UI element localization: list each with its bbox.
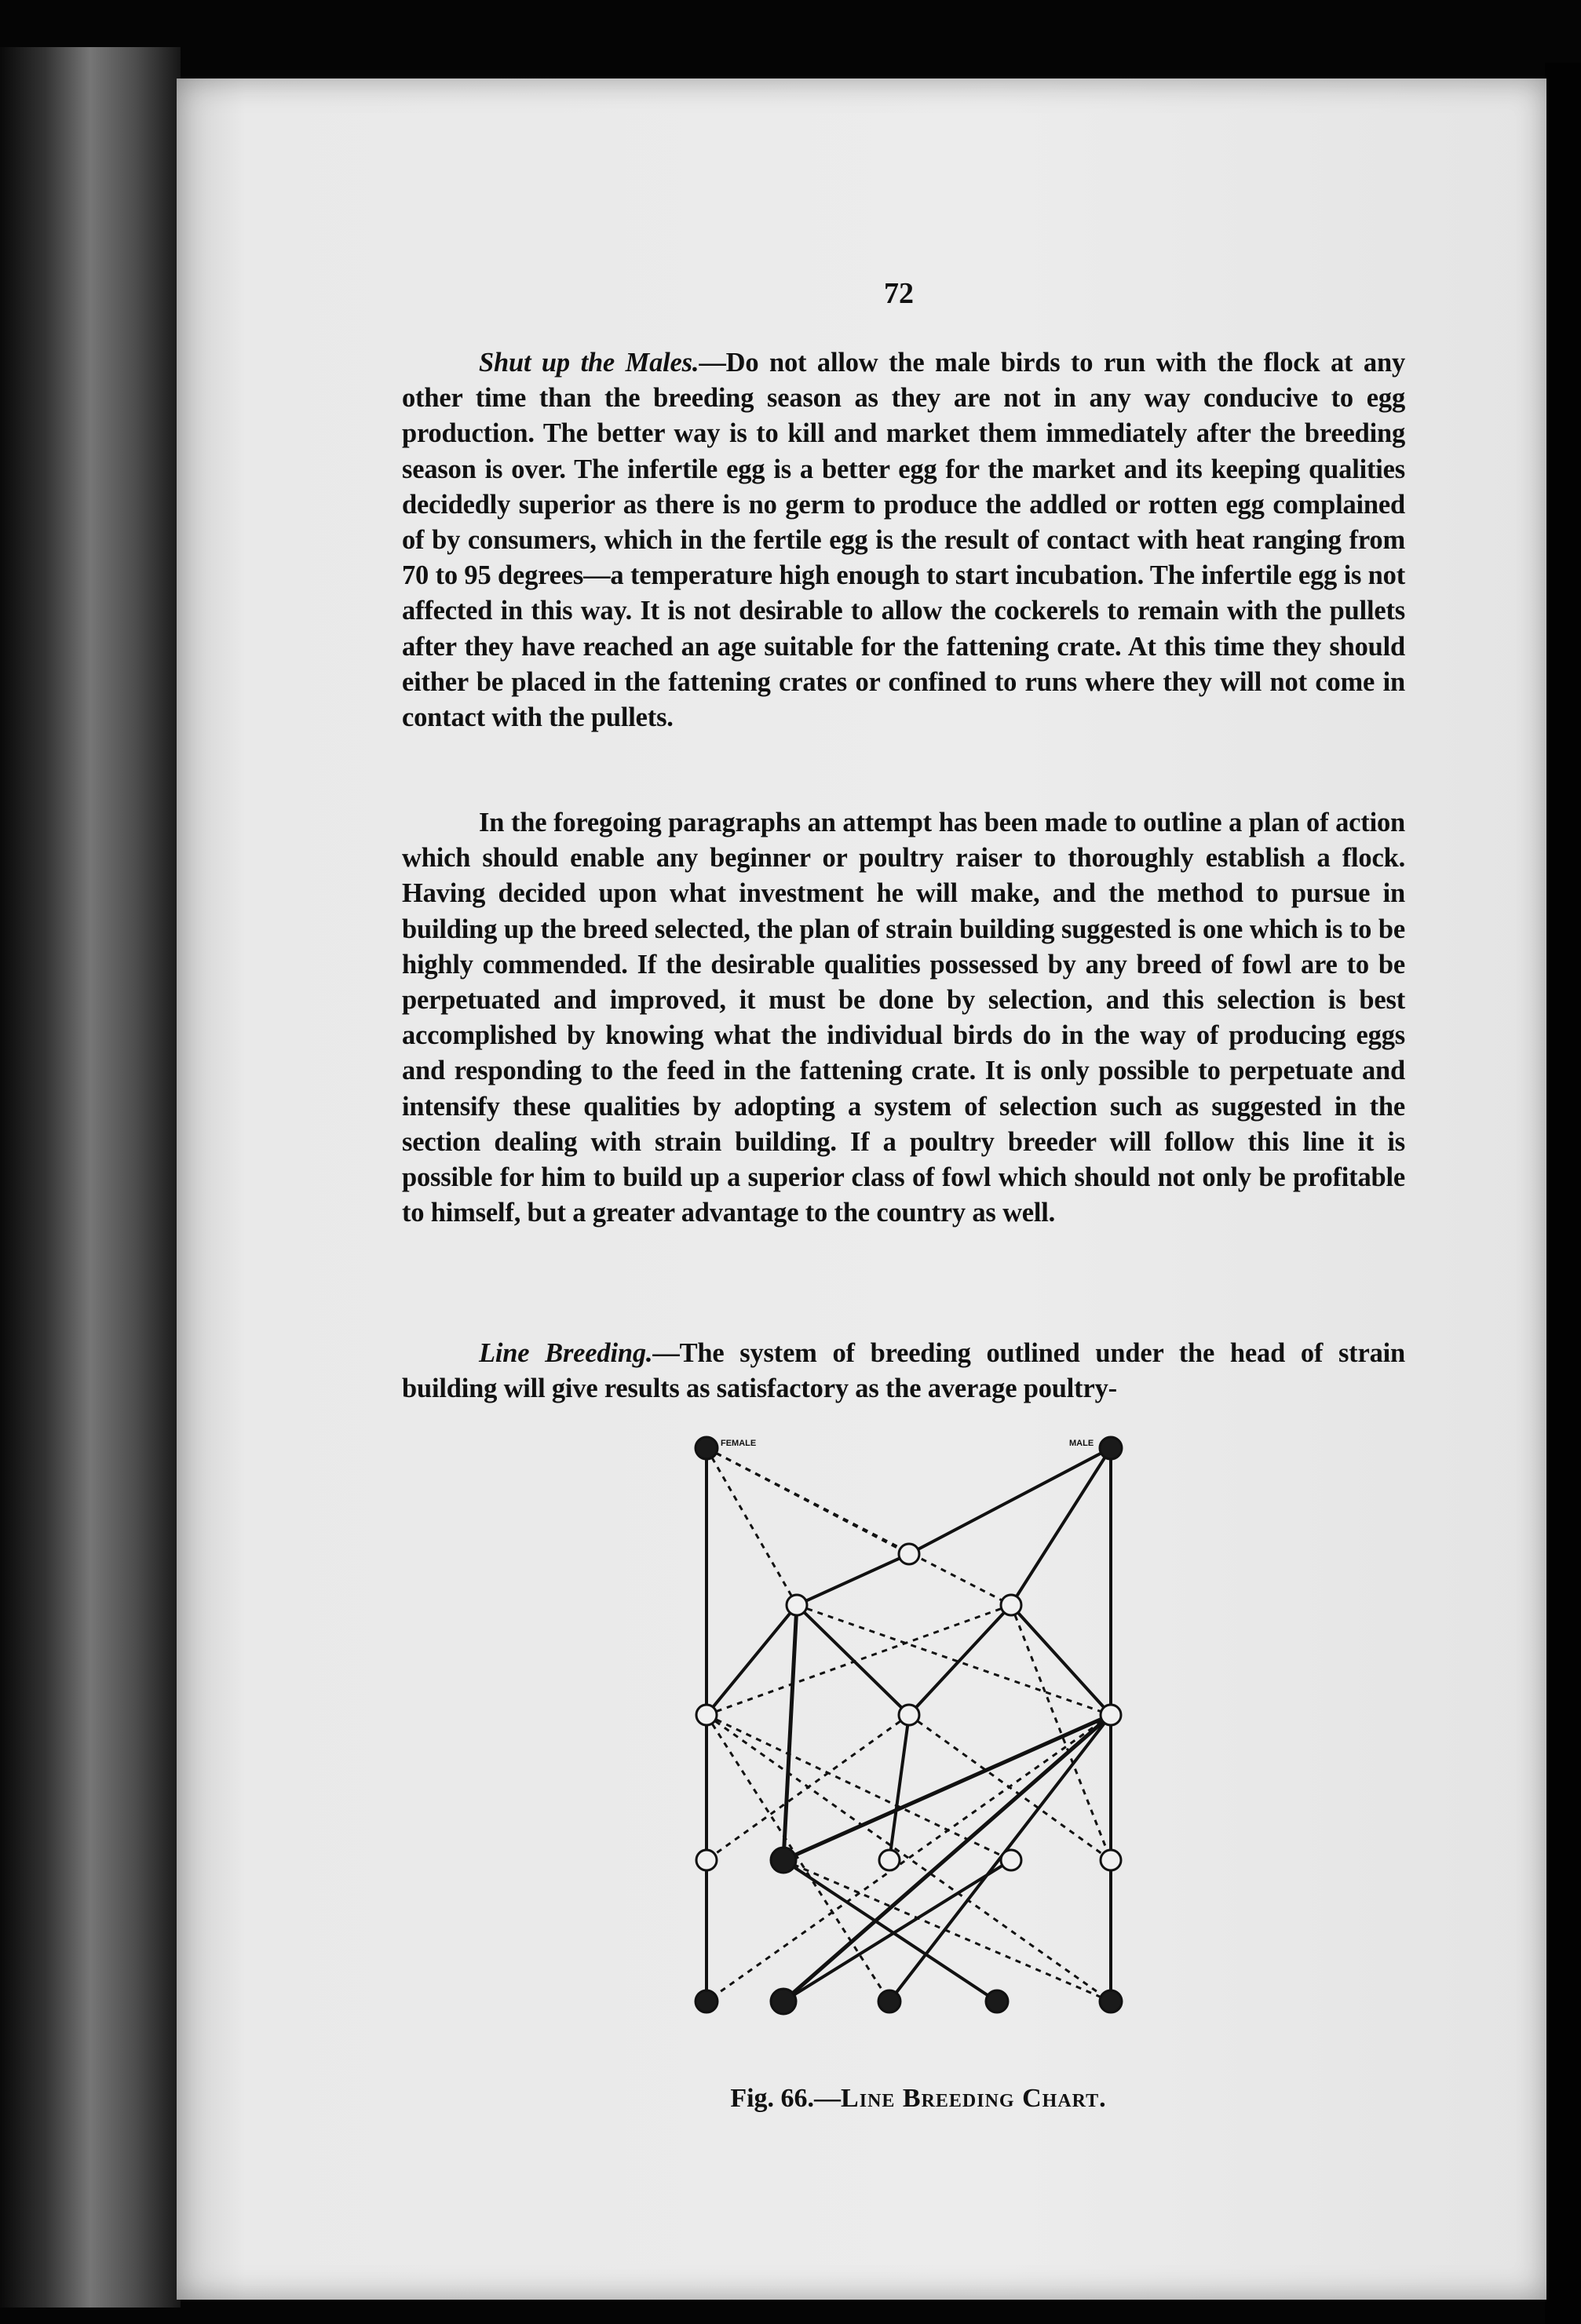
figure-caption-prefix: Fig. 66.— [730,2084,842,2113]
chart-node [1101,1850,1121,1870]
chart-line [909,1605,1011,1715]
male-label: MALE [1069,1439,1094,1448]
chart-node [771,1848,796,1873]
paragraph-text: —Do not allow the male birds to run with the flock at any other time than the breeding season as they are not in any way conducive to egg production. The better way is to kill and market them immediately after the breeding season is over. The infertile egg is a better egg for the market and its keeping qualities decidedly superior as there is no germ to produce the addled or rotten egg complained of by consumers, which in the fertile egg is the result of contact with heat ranging from 70 to 95 degrees—a temperature high enough to start incubation. The infertile egg is not affected in this way. It is not desirable to allow the cockerels to remain with the pullets after they have reached an age suitable for the fattening crate. At this time they should either be placed in the fattening crates or confined to runs where they will not come in contact with the pullets. [402,348,1405,733]
chart-dashed-line [707,1448,797,1605]
book-spine [0,47,181,2308]
page-number: 72 [884,277,914,310]
chart-node [1001,1850,1021,1870]
scan-right-edge [1545,63,1581,2324]
chart-node [879,1850,900,1870]
chart-node [787,1595,807,1615]
figure-caption [659,2084,1178,2114]
chart-line [909,1448,1111,1554]
chart-node [771,1989,796,2014]
chart-dashed-line [707,1715,1011,1860]
chart-line [783,1715,1111,1860]
chart-line [797,1605,909,1715]
female-label: FEMALE [721,1439,757,1448]
chart-node [696,1990,717,2012]
chart-dashed-line [783,1860,1111,2001]
chart-node [878,1990,900,2012]
chart-node [1101,1705,1121,1725]
chart-node [1001,1595,1021,1615]
chart-node [899,1705,919,1725]
paragraph-foregoing [402,805,1405,1231]
chart-line [783,1715,1111,2001]
chart-line [1011,1448,1111,1605]
chart-node [696,1850,717,1870]
chart-dashed-line [797,1605,1111,1715]
chart-node [899,1544,919,1564]
chart-node [1100,1990,1122,2012]
chart-line [783,1605,797,1860]
chart-node [696,1705,717,1725]
chart-node [1100,1437,1122,1459]
paragraph-shut-up-the-males [402,345,1405,735]
figure-caption-title: Line Breeding Chart. [841,2084,1107,2113]
chart-line [797,1554,909,1605]
paragraph-line-breeding [402,1336,1405,1406]
chart-node [696,1437,717,1459]
paragraph-text: In the foregoing paragraphs an attempt has been made to outline a plan of action which should enable any beginner or poultry raiser to thoroughly establish a flock. Having decided upon what investment he will make, and the method to pursue in building up the breed selected, the plan of strain building suggested is one which is to be highly commended. If the desirable qualities possessed by any breed of fowl are to be perpetuated and improved, it must be done by selection, and this selection is best accomplished by knowing what the individual birds do in the way of producing eggs and responding to the feed in the fattening crate. It is only possible to perpetuate and intensify these qualities by adopting a system of selection such as suggested in the section dealing with strain building. If a poultry breeder will follow this line it is possible for him to build up a superior class of fowl which should not only be profitable to himself, but a greater advantage to the country as well. [402,808,1405,1228]
line-breeding-chart [683,1428,1138,2056]
run-in-heading: Shut up the Males. [479,348,699,378]
run-in-heading: Line Breeding. [479,1338,653,1368]
chart-line [889,1715,909,1860]
chart-node [986,1990,1008,2012]
line-breeding-chart-figure [683,1428,1138,2056]
paragraph-text: —The system of breeding outlined under the head of strain building will give results as satisfactory as the average poultry- [402,1338,1405,1404]
